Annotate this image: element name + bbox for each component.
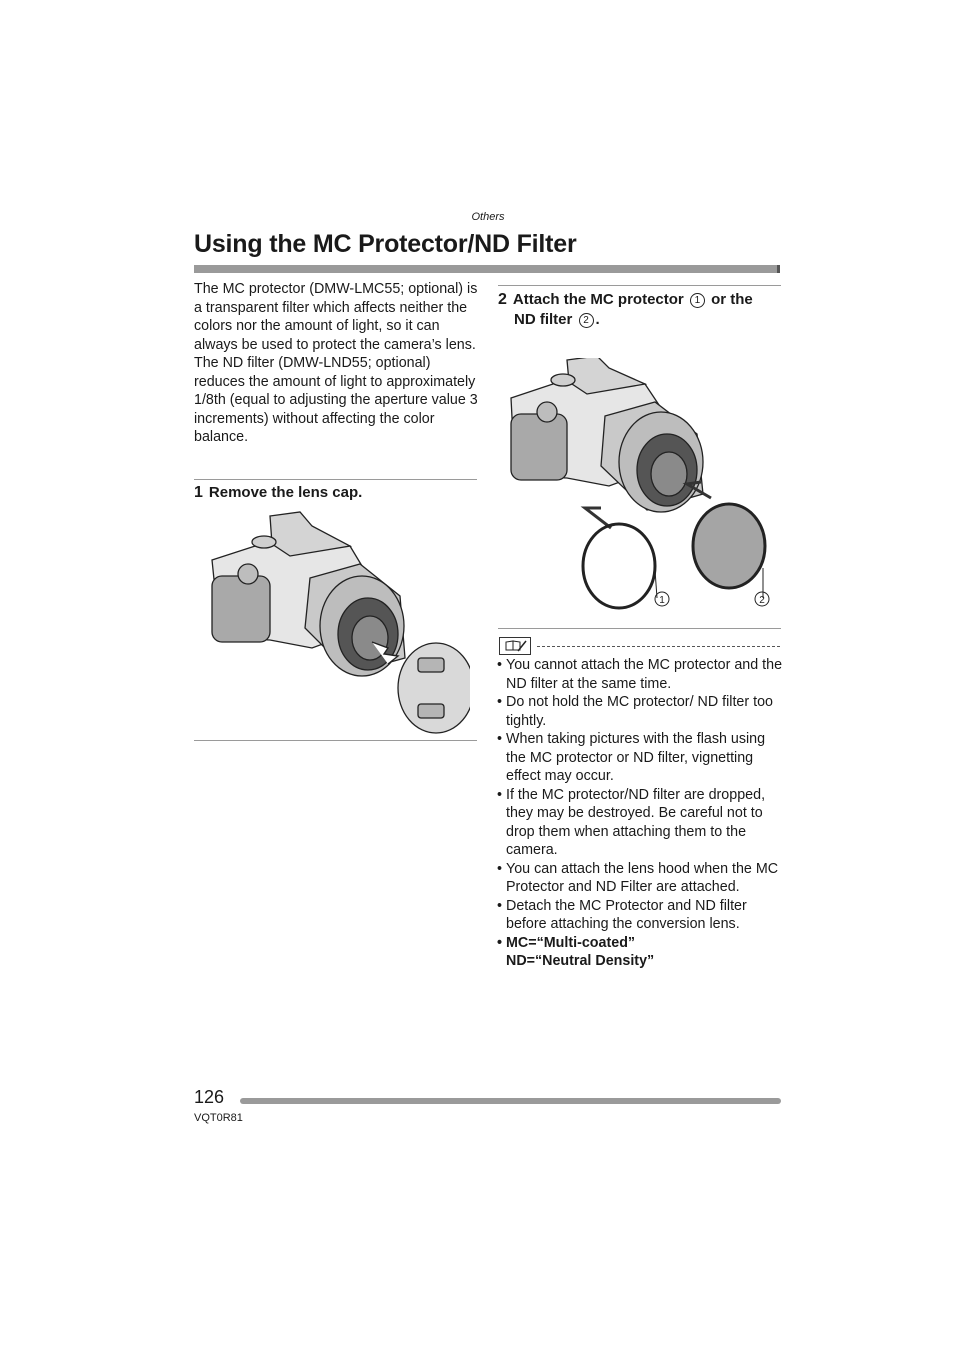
step2-line2 [498,310,783,330]
notes-list [497,656,783,971]
step1-heading [194,483,362,503]
footer-bar [240,1098,781,1104]
remove-lens-cap-illustration [200,508,470,738]
definition-mc: MC=“Multi-coated” [506,934,636,951]
note-pencil-icon [499,637,531,655]
intro-text [194,280,478,447]
step2-top-rule [498,285,781,286]
note-item: • Detach the MC Protector and ND filter before attaching the conversion lens. [497,897,783,934]
step2-number: 2 [498,291,507,308]
notes-dashed-divider [537,646,780,647]
nd-filter-disc [693,504,765,588]
step2-marker-2: 2 [579,313,594,328]
step1-number: 1 [194,484,203,501]
step2-heading [498,290,783,330]
page-title: Using the MC Protector/ND Filter [194,230,577,258]
note-item: • You can attach the lens hood when the MC Protector and ND Filter are attached. [497,860,783,897]
title-underline-bar [194,265,780,273]
attach-filter-illustration [505,358,780,618]
step2-text-d: . [595,311,600,328]
step1-text: Remove the lens cap. [208,484,363,501]
page-number: 126 [194,1087,225,1107]
document-code: VQT0R81 [194,1112,243,1124]
note-item: • If the MC protector/ND filter are dropped, they may be destroyed. Be careful not to drop them when attaching them to the camera. [497,786,783,860]
step2-text-a: Attach the MC protector [512,291,684,308]
definitions-item [497,934,783,971]
step2-text-b: or the [711,291,753,308]
step2-marker-1: 1 [690,293,705,308]
note-item: • Do not hold the MC protector/ ND filter too tightly. [497,693,783,730]
notes-top-rule [498,628,781,629]
note-item: • You cannot attach the MC protector and the ND filter at the same time. [497,656,783,693]
figure-label-2: 2 [759,595,765,606]
intro-paragraph-mc: The MC protector (DMW-LMC55; optional) is a transparent filter which affects neither the colors nor the amount of light, so it can always be used to protect the camera’s lens. [194,281,478,353]
figure-label-1: 1 [659,595,665,606]
definition-nd: ND=“Neutral Density” [506,953,655,969]
step1-top-rule [194,479,477,480]
mc-protector-ring [583,524,655,608]
section-label: Others [471,211,505,223]
step2-text-c: ND filter [514,311,573,328]
note-item: • When taking pictures with the flash using the MC protector or ND filter, vignetting effect may occur. [497,730,783,786]
step1-bottom-rule [194,740,477,741]
intro-paragraph-nd: The ND filter (DMW-LND55; optional) reduces the amount of light to approximately 1/8th (equal to adjusting the aperture value 3 increments) without affecting the color balance. [194,355,478,445]
